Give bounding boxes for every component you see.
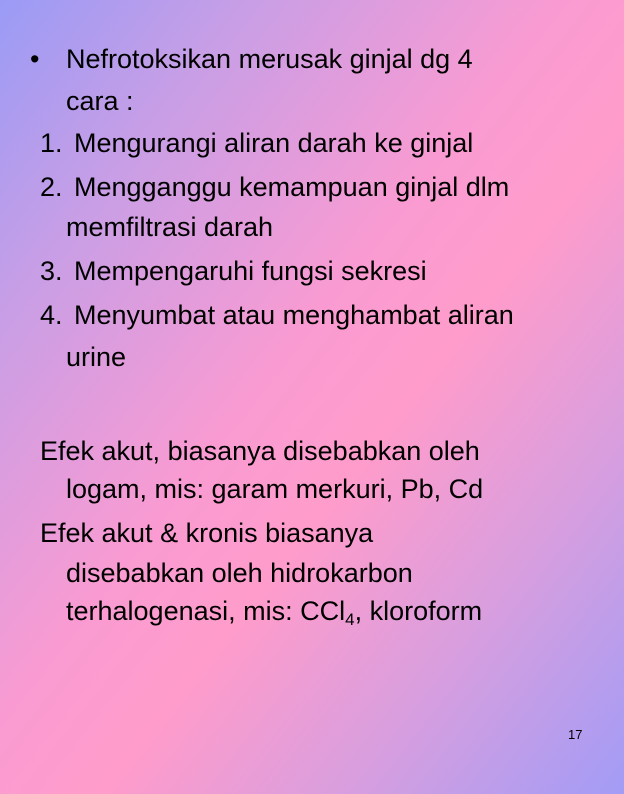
list-item-text: Mengganggu kemampuan ginjal dlm <box>74 172 510 202</box>
list-item-number: 2. <box>40 172 63 202</box>
list-item-text-cont: urine <box>66 342 127 372</box>
intro-line-2: cara : <box>66 86 134 116</box>
bullet-icon: • <box>30 44 40 74</box>
chronic-effect-prefix: terhalogenasi, mis: CCl <box>66 596 346 626</box>
page-number: 17 <box>568 727 583 742</box>
list-item-number: 3. <box>40 256 63 286</box>
list-item-text: Mengurangi aliran darah ke ginjal <box>74 128 474 158</box>
list-item-number: 4. <box>40 300 63 330</box>
intro-line-1: Nefrotoksikan merusak ginjal dg 4 <box>66 44 473 74</box>
list-item-text: Mempengaruhi fungsi sekresi <box>74 256 427 286</box>
acute-effect-line-1: Efek akut, biasanya disebabkan oleh <box>40 436 480 466</box>
chemical-subscript: 4 <box>345 610 355 629</box>
chronic-effect-suffix: , kloroform <box>354 596 483 626</box>
chronic-effect-line-3 <box>66 596 483 629</box>
chronic-effect-line-2: disebabkan oleh hidrokarbon <box>66 558 413 588</box>
acute-effect-line-2: logam, mis: garam merkuri, Pb, Cd <box>66 474 484 504</box>
chronic-effect-line-1: Efek akut & kronis biasanya <box>40 518 374 548</box>
list-item-text: Menyumbat atau menghambat aliran <box>74 300 514 330</box>
list-item-number: 1. <box>40 128 63 158</box>
list-item-text-cont: memfiltrasi darah <box>66 212 274 242</box>
